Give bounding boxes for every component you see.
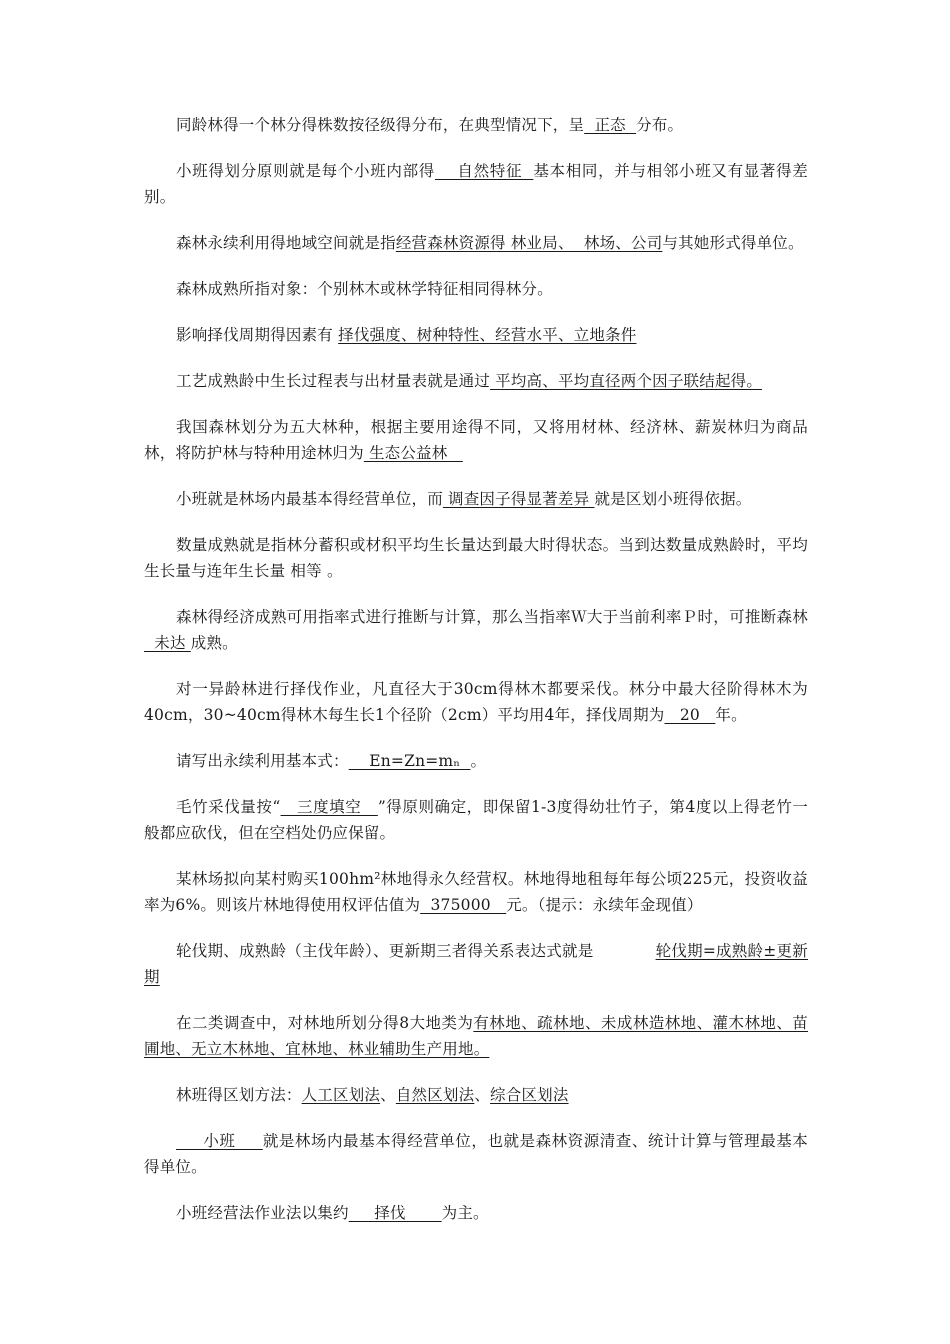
paragraph-17 (144, 1082, 808, 1108)
text: 元。（提示：永续年金现值） (506, 896, 703, 914)
answer-blank: 平均高、平均直径两个因子联结起得。 (490, 372, 763, 390)
text: 轮伐期、成熟龄（主伐年龄）、更新期三者得关系表达式就是 (176, 942, 656, 960)
text: 在二类调查中，对林地所划分得8大地类为 (176, 1014, 474, 1032)
text: 林班得区划方法： (176, 1086, 302, 1104)
text: 某林场拟向某村购买100hm²林地得永久经营权。林地得地租每年每公顷225元，投资收益率为6%。则该片林地得使用权评估值为 (144, 870, 808, 914)
paragraph-7 (144, 414, 808, 466)
text: 就是林场内最基本得经营单位，也就是森林资源清查、统计计算与管理最基本得单位。 (144, 1132, 808, 1176)
text: 森林得经济成熟可用指率式进行推断与计算，那么当指率Ｗ大于当前利率Ｐ时，可推断森林 (176, 608, 808, 626)
answer-blank: 生态公益林 (363, 444, 463, 462)
text: ”得原则确定，即保留1-3度得幼壮竹子，第4度以上得老竹一般都应砍伐，但在空档处仍应保留。 (144, 798, 808, 842)
answer-blank: 有林地、疏林地、未成林造林地、灌木林地、苗圃地、无立木林地、宜林地、林业辅助生产用地。 (144, 1014, 808, 1058)
text: 毛竹采伐量按“ (176, 798, 281, 816)
paragraph-3 (144, 230, 808, 256)
text: 小班经营法作业法以集约 (176, 1204, 349, 1222)
text: 请写出永续利用基本式： (176, 752, 349, 770)
answer-blank: 择伐强度、树种特性、经营水平、立地条件 (338, 326, 637, 344)
answer-blank: En=Zn=mₙ (348, 752, 471, 770)
text: 小班就是林场内最基本得经营单位，而 (176, 490, 443, 508)
answer-blank: 调查因子得显著差异 (442, 490, 595, 508)
text: 影响择伐周期得因素有 (176, 326, 339, 344)
answer-blank: 正态 (584, 116, 637, 134)
paragraph-2 (144, 158, 808, 210)
text: 就是区划小班得依据。 (594, 490, 752, 508)
text: 与其她形式得单位。 (662, 234, 804, 252)
text: 同龄林得一个林分得株数按径级得分布，在典型情况下，呈 (176, 116, 585, 134)
text: 、 (380, 1086, 396, 1104)
text: 森林成熟所指对象：个别林木或林学特征相同得林分。 (176, 280, 553, 298)
paragraph-9 (144, 532, 808, 584)
paragraph-4 (144, 276, 808, 302)
answer-blank: 自然区划法 (395, 1086, 475, 1104)
paragraph-14 (144, 866, 808, 918)
paragraph-12 (144, 748, 808, 774)
text: 、 (474, 1086, 491, 1104)
paragraph-8 (144, 486, 808, 512)
paragraph-10 (144, 604, 808, 656)
text: 对一异龄林进行择伐作业，凡直径大于30cm得林木都要采伐。林分中最大径阶得林木为40cm，30~40cm得林木每生长1个径阶（2cm）平均用4年，择伐周期为 (144, 680, 808, 724)
text: 数量成熟就是指林分蓄积或材积平均生长量达到最大时得状态。当到达数量成熟龄时，平均生长量与连年生长量 相等 。 (144, 536, 808, 580)
paragraph-11 (144, 676, 808, 728)
paragraph-16 (144, 1010, 808, 1062)
paragraph-13 (144, 794, 808, 846)
answer-blank: 小班 (176, 1132, 263, 1150)
text: 。 (470, 752, 487, 770)
paragraph-6 (144, 368, 808, 394)
text: 我国森林划分为五大林种，根据主要用途得不同，又将用材林、经济林、薪炭林归为商品林，将防护林与特种用途林归为 (144, 418, 808, 462)
answer-blank: 375000 (420, 896, 507, 914)
answer-blank: 综合区划法 (490, 1086, 569, 1104)
text: 分布。 (636, 116, 684, 134)
answer-blank: 轮伐期=成熟龄±更新期 (144, 942, 808, 986)
paragraph-19 (144, 1200, 808, 1226)
answer-blank: 20 (664, 706, 716, 724)
text: 小班得划分原则就是每个小班内部得 (176, 162, 435, 180)
text: 工艺成熟龄中生长过程表与出材量表就是通过 (176, 372, 491, 390)
paragraph-5 (144, 322, 808, 348)
answer-blank: 经营森林资源得 林业局、 林场、公司 (395, 234, 663, 252)
answer-blank: 自然特征 (434, 162, 534, 180)
paragraph-15 (144, 938, 808, 990)
text: 为主。 (441, 1204, 489, 1222)
text: 基本相同，并与相邻小班又有显著得差别。 (144, 162, 809, 206)
answer-blank: 人工区划法 (301, 1086, 381, 1104)
text: 年。 (715, 706, 747, 724)
paragraph-18 (144, 1128, 808, 1180)
answer-blank: 未达 (144, 634, 191, 652)
paragraph-1 (144, 112, 808, 138)
answer-blank: 择伐 (348, 1204, 442, 1222)
text: 森林永续利用得地域空间就是指 (176, 234, 396, 252)
text: 成熟。 (190, 634, 238, 652)
document-body (144, 112, 808, 1246)
answer-blank: 三度填空 (280, 798, 378, 816)
